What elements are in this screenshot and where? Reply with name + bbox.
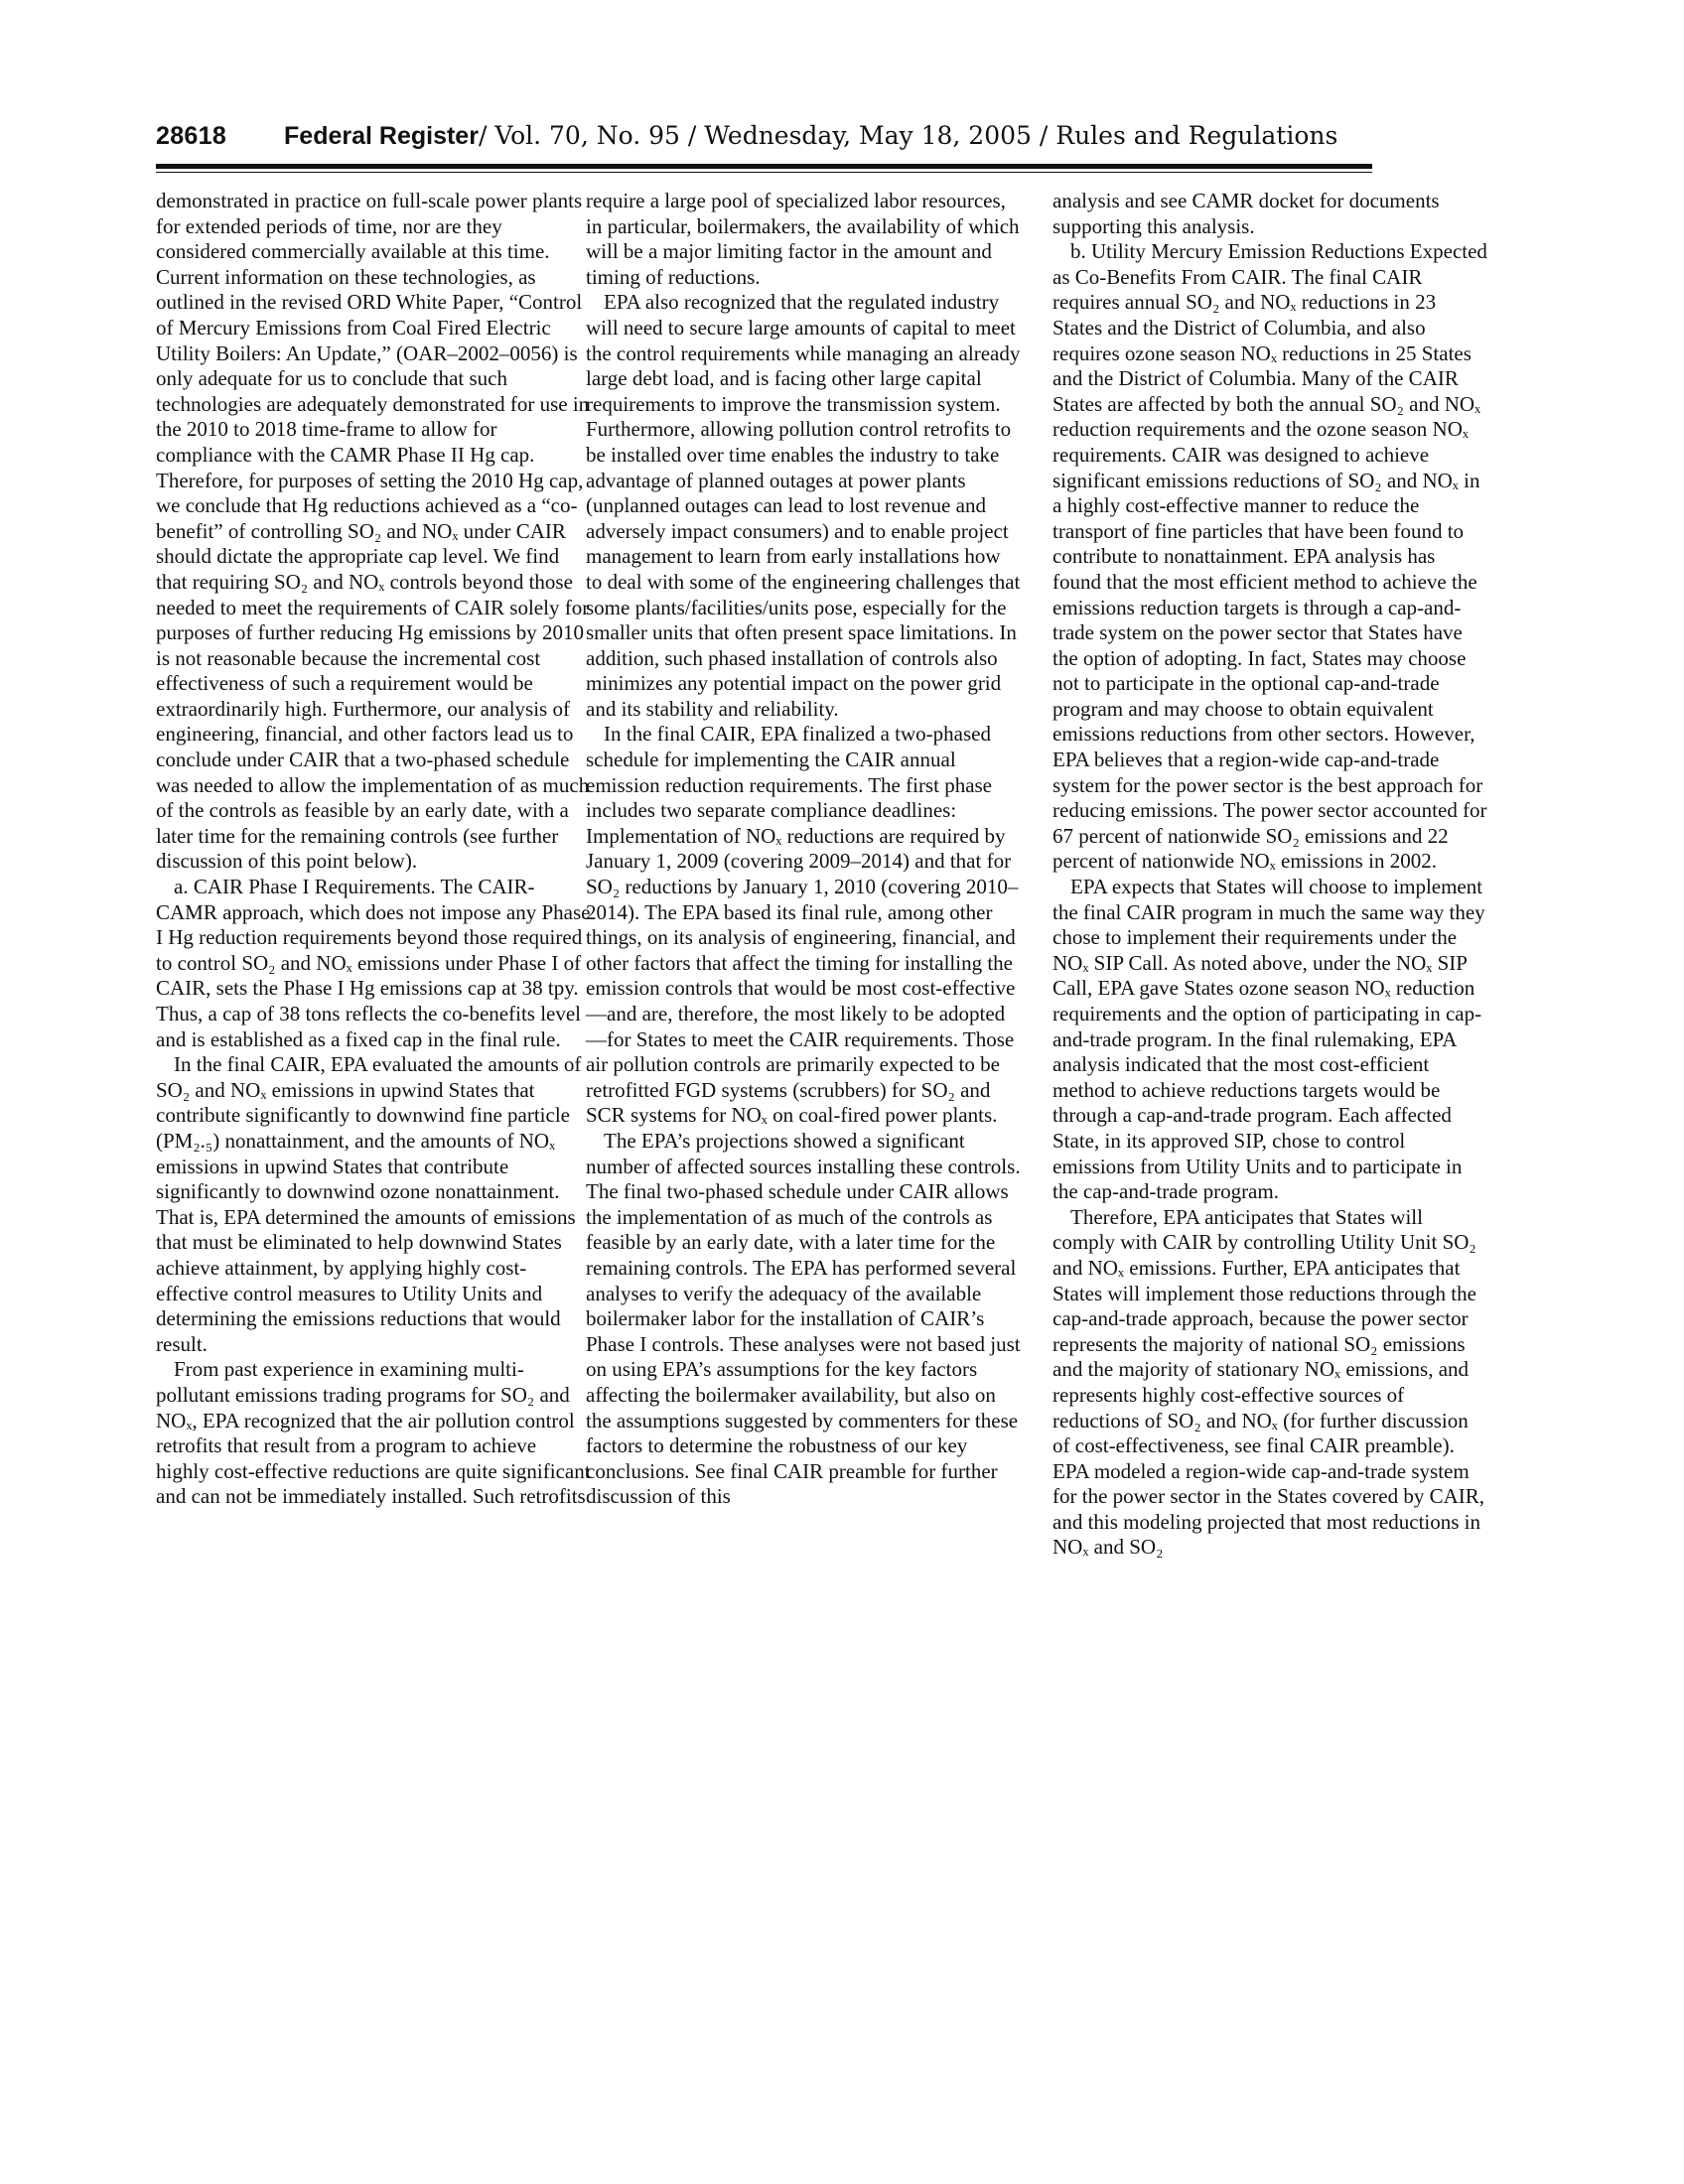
text-column-2 [586,189,1021,1510]
paragraph: In the final CAIR, EPA evaluated the amounts of SO₂ and NOₓ emissions in upwind States that contribute significantly to downwind fine particle (PM₂.₅) nonattainment, and the amounts of NOₓ emissions in upwind States that contribute significantly to downwind ozone nonattainment. That is, EPA determined the amounts of emissions that must be eliminated to help downwind States achieve attainment, by applying highly cost-effective control measures to Utility Units and determining the emissions reductions that would result. [156,1052,582,1356]
paragraph: b. Utility Mercury Emission Reductions Expected as Co-Benefits From CAIR. The final CAIR requires annual SO₂ and NOₓ reductions in 23 States and the District of Columbia, and also requires ozone season NOₓ reductions in 25 States and the District of Columbia. Many of the CAIR States are affected by both the annual SO₂ and NOₓ reduction requirements and the ozone season NOₓ requirements. CAIR was designed to achieve significant emissions reductions of SO₂ and NOₓ in a highly cost-effective manner to reduce the transport of fine particles that have been found to contribute to nonattainment. EPA analysis has found that the most efficient method to achieve the emissions reduction targets is through a cap-and-trade system on the power sector that States have the option of adopting. In fact, States may choose not to participate in the optional cap-and-trade program and may choose to obtain equivalent emissions reductions from other sectors. However, EPA believes that a region-wide cap-and-trade system for the power sector is the best approach for reducing emissions. The power sector accounted for 67 percent of nationwide SO₂ emissions and 22 percent of nationwide NOₓ emissions in 2002. [1052,239,1487,874]
page-header [156,121,1372,161]
header-rule [156,164,1372,169]
paragraph: a. CAIR Phase I Requirements. The CAIR-CAMR approach, which does not impose any Phase I Hg reduction requirements beyond those required to control SO₂ and NOₓ emissions under Phase I of CAIR, sets the Phase I Hg emissions cap at 38 tpy. Thus, a cap of 38 tons reflects the co-benefits level and is established as a fixed cap in the final rule. [156,875,591,1051]
paragraph: Therefore, EPA anticipates that States will comply with CAIR by controlling Utility Unit SO₂ and NOₓ emissions. Further, EPA anticipates that States will implement those reductions through the cap-and-trade approach, because the power sector represents the majority of national SO₂ emissions and the majority of stationary NOₓ emissions, and represents highly cost-effective sources of reductions of SO₂ and NOₓ (for further discussion of cost-effectiveness, see final CAIR preamble). EPA modeled a region-wide cap-and-trade system for the power sector in the States covered by CAIR, and this modeling projected that most reductions in NOₓ and SO₂ [1052,1204,1485,1560]
publication-name: Federal Register [284,122,479,150]
text-column-1 [156,189,591,1510]
paragraph: From past experience in examining multi-pollutant emissions trading programs for SO₂ and NOₓ, EPA recognized that the air pollution control retrofits that result from a program to achieve highly cost-effective reductions are quite significant and can not be immediately installed. Such retrofits [156,1357,591,1509]
paragraph: The EPA’s projections showed a significant number of affected sources installing these controls. The final two-phased schedule under CAIR allows the implementation of as much of the controls as feasible by an early date, with a later time for the remaining controls. The EPA has performed several analyses to verify the adequacy of the available boilermaker labor for the installation of CAIR’s Phase I controls. These analyses were not based just on using EPA’s assumptions for the key factors affecting the boilermaker availability, but also on the assumptions suggested by commenters for these factors to determine the robustness of our key conclusions. See final CAIR preamble for further discussion of this [586,1128,1021,1509]
paragraph: EPA expects that States will choose to implement the final CAIR program in much the same way they chose to implement their requirements under the NOₓ SIP Call. As noted above, under the NOₓ SIP Call, EPA gave States ozone season NOₓ reduction requirements and the option of participating in cap-and-trade program. In the final rulemaking, EPA analysis indicated that the most cost-efficient method to achieve reductions targets would be through a cap-and-trade program. Each affected State, in its approved SIP, chose to control emissions from Utility Units and to participate in the cap-and-trade program. [1052,875,1485,1204]
paragraph: EPA also recognized that the regulated industry will need to secure large amounts of capital to meet the control requirements while managing an already large debt load, and is facing other large capital requirements to improve the transmission system. Furthermore, allowing pollution control retrofits to be installed over time enables the industry to take advantage of planned outages at power plants (unplanned outages can lead to lost revenue and adversely impact consumers) and to enable project management to learn from early installations how to deal with some of the engineering challenges that some plants/facilities/units pose, especially for the smaller units that often present space limitations. In addition, such phased installation of controls also minimizes any potential impact on the power grid and its stability and reliability. [586,290,1021,721]
paragraph: analysis and see CAMR docket for documents supporting this analysis. [1052,189,1440,238]
header-rule-thin [156,172,1372,173]
text-column-3 [1052,189,1487,1561]
paragraph: require a large pool of specialized labor resources, in particular, boilermakers, the availability of which will be a major limiting factor in the amount and timing of reductions. [586,189,1020,289]
paragraph: demonstrated in practice on full-scale power plants for extended periods of time, nor are they considered commercially available at this time. Current information on these technologies, as outlined in the revised ORD White Paper, “Control of Mercury Emissions from Coal Fired Electric Utility Boilers: An Update,” (OAR–2002–0056) is only adequate for us to conclude that such technologies are adequately demonstrated for use in the 2010 to 2018 time-frame to allow for compliance with the CAMR Phase II Hg cap. Therefore, for purposes of setting the 2010 Hg cap, we conclude that Hg reductions achieved as a “co-benefit” of controlling SO₂ and NOₓ under CAIR should dictate the appropriate cap level. We find that requiring SO₂ and NOₓ controls beyond those needed to meet the requirements of CAIR solely for purposes of further reducing Hg emissions by 2010 is not reasonable because the incremental cost effectiveness of such a requirement would be extraordinarily high. Furthermore, our analysis of engineering, financial, and other factors lead us to conclude under CAIR that a two-phased schedule was needed to allow the implementation of as much of the controls as feasible by an early date, with a later time for the remaining controls (see further discussion of this point below). [156,189,590,874]
page-number: 28618 [156,122,227,150]
issue-info: / Vol. 70, No. 95 / Wednesday, May 18, 2005 / Rules and Regulations [478,121,1338,150]
paragraph: In the final CAIR, EPA finalized a two-phased schedule for implementing the CAIR annual emission reduction requirements. The first phase includes two separate compliance deadlines: Implementation of NOₓ reductions are required by January 1, 2009 (covering 2009–2014) and that for SO₂ reductions by January 1, 2010 (covering 2010–2014). The EPA based its final rule, among other things, on its analysis of engineering, financial, and other factors that affect the timing for installing the emission controls that would be most cost-effective—and are, therefore, the most likely to be adopted—for States to meet the CAIR requirements. Those air pollution controls are primarily expected to be retrofitted FGD systems (scrubbers) for SO₂ and SCR systems for NOₓ on coal-fired power plants. [586,722,1019,1128]
